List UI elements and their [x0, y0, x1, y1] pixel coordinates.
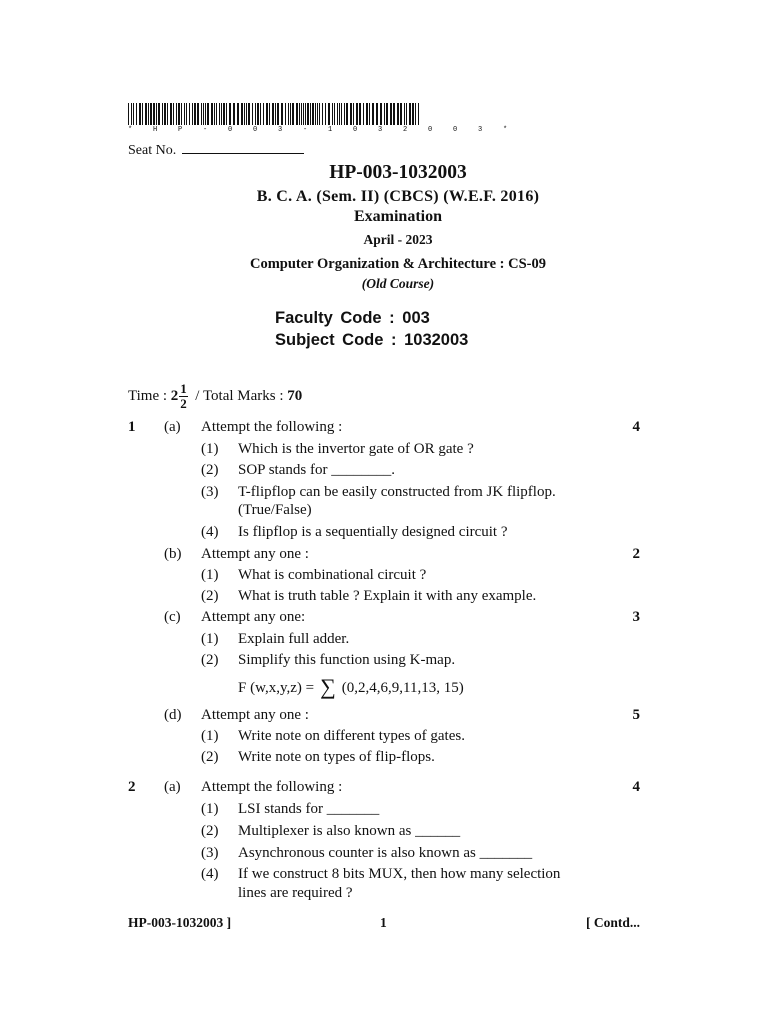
item-text: Write note on different types of gates.	[238, 728, 465, 744]
time-fraction	[179, 382, 188, 411]
barcode-bar	[221, 103, 222, 125]
barcode-bar	[272, 103, 274, 125]
barcode-bar	[337, 103, 338, 125]
barcode-bar	[263, 103, 264, 125]
subject-code: Subject Code : 1032003	[275, 331, 469, 349]
barcode-bar	[233, 103, 235, 125]
part-label: (d)	[164, 707, 182, 723]
part-title: Attempt any one :	[201, 707, 309, 723]
barcode-bar	[346, 103, 348, 125]
barcode-bar	[260, 103, 261, 125]
barcode-bar	[192, 103, 193, 125]
barcode-bar	[219, 103, 220, 125]
barcode-bar	[176, 103, 177, 125]
barcode-bar	[244, 103, 245, 125]
exam-session: April - 2023	[363, 232, 433, 247]
barcode-bar	[341, 103, 342, 125]
total-marks-label: / Total Marks :	[195, 387, 284, 404]
barcode-bar	[205, 103, 206, 125]
barcode-bar	[303, 103, 304, 125]
seat-number-field	[128, 141, 304, 159]
question-number: 2	[128, 779, 136, 795]
marks-value: 3	[632, 609, 640, 625]
barcode-bar	[353, 103, 354, 125]
barcode-bar	[390, 103, 392, 125]
barcode-bar	[170, 103, 172, 125]
continued-label: [ Contd...	[585, 915, 640, 930]
barcode-text: * H P - 0 0 3 - 1 0 3 2 0 0 3 *	[128, 126, 516, 134]
barcode-bar	[332, 103, 333, 125]
item-text-continued: (True/False)	[238, 502, 312, 518]
barcode	[128, 103, 423, 125]
faculty-code: Faculty Code : 003	[275, 309, 430, 327]
part-label: (a)	[164, 779, 181, 795]
barcode-bar	[307, 103, 309, 125]
marks-value: 2	[632, 546, 640, 562]
barcode-bar	[162, 103, 163, 125]
part-label: (a)	[164, 419, 181, 435]
barcode-bar	[226, 103, 227, 125]
barcode-bar	[223, 103, 225, 125]
barcode-bar	[252, 103, 253, 125]
item-number: (3)	[201, 845, 219, 861]
barcode-bar	[164, 103, 166, 125]
barcode-bar	[255, 103, 256, 125]
barcode-bar	[290, 103, 291, 125]
item-number: (1)	[201, 441, 219, 457]
barcode-bar	[380, 103, 382, 125]
formula-lhs: F (w,x,y,z) =	[238, 680, 315, 696]
barcode-bar	[372, 103, 374, 125]
part-label: (b)	[164, 546, 182, 562]
time-label: Time :	[128, 387, 168, 404]
item-number: (4)	[201, 866, 219, 882]
marks-value: 4	[632, 419, 640, 435]
barcode-bar	[131, 103, 132, 125]
barcode-bar	[285, 103, 286, 125]
part-title: Attempt the following :	[201, 779, 343, 795]
barcode-bar	[241, 103, 243, 125]
barcode-bar	[406, 103, 407, 125]
item-number: (2)	[201, 749, 219, 765]
barcode-bar	[148, 103, 149, 125]
item-text: Is flipflop is a sequentially designed circuit ?	[238, 524, 508, 540]
barcode-bar	[281, 103, 283, 125]
barcode-bar	[145, 103, 147, 125]
item-text: What is combinational circuit ?	[238, 567, 427, 583]
item-text: SOP stands for ________.	[238, 462, 395, 478]
barcode-bar	[167, 103, 168, 125]
barcode-bar	[369, 103, 370, 125]
barcode-bar	[301, 103, 302, 125]
barcode-bar	[216, 103, 217, 125]
part-title: Attempt any one:	[201, 609, 306, 625]
barcode-bar	[178, 103, 180, 125]
barcode-bar	[312, 103, 314, 125]
item-number: (1)	[201, 728, 219, 744]
item-number: (2)	[201, 588, 219, 604]
seat-blank-line	[182, 141, 304, 154]
barcode-bar	[359, 103, 361, 125]
marks-value: 4	[632, 779, 640, 795]
barcode-bar	[214, 103, 215, 125]
time-whole: 2	[170, 387, 179, 404]
barcode-bar	[139, 103, 141, 125]
barcode-bar	[317, 103, 318, 125]
item-text: If we construct 8 bits MUX, then how many selection	[238, 866, 561, 882]
item-text: What is truth table ? Explain it with any example.	[238, 588, 537, 604]
barcode-bar	[201, 103, 202, 125]
barcode-bar	[418, 103, 419, 125]
formula-rhs: (0,2,4,6,9,11,13, 15)	[341, 680, 464, 696]
barcode-bar	[269, 103, 270, 125]
barcode-bar	[275, 103, 276, 125]
item-text: Explain full adder.	[238, 631, 350, 647]
barcode-bar	[277, 103, 279, 125]
barcode-bar	[237, 103, 239, 125]
barcode-bar	[288, 103, 289, 125]
item-number: (2)	[201, 823, 219, 839]
barcode-bar	[266, 103, 268, 125]
barcode-bar	[356, 103, 358, 125]
item-number: (1)	[201, 567, 219, 583]
barcode-bar	[211, 103, 213, 125]
item-text: Multiplexer is also known as ______	[238, 823, 461, 839]
barcode-bar	[409, 103, 411, 125]
barcode-bar	[350, 103, 352, 125]
barcode-bar	[386, 103, 388, 125]
footer-paper-code: HP-003-1032003 ]	[128, 915, 232, 930]
exam-label: Examination	[353, 208, 442, 225]
item-number: (2)	[201, 652, 219, 668]
barcode-bar	[322, 103, 323, 125]
barcode-bar	[397, 103, 399, 125]
barcode-bar	[363, 103, 364, 125]
subject-name: Computer Organization & Architecture : CS-09	[249, 256, 546, 272]
barcode-bar	[366, 103, 368, 125]
barcode-bar	[181, 103, 182, 125]
barcode-bar	[186, 103, 187, 125]
barcode-bar	[142, 103, 143, 125]
barcode-bar	[299, 103, 300, 125]
barcode-bar	[194, 103, 196, 125]
barcode-bar	[334, 103, 335, 125]
item-number: (4)	[201, 524, 219, 540]
kmap-formula	[238, 674, 464, 699]
barcode-bar	[315, 103, 316, 125]
barcode-bar	[158, 103, 160, 125]
barcode-bar	[150, 103, 152, 125]
barcode-bar	[248, 103, 250, 125]
barcode-bar	[325, 103, 326, 125]
part-title: Attempt any one :	[201, 546, 309, 562]
course-name: B. C. A. (Sem. II) (CBCS) (W.E.F. 2016)	[256, 188, 540, 205]
total-marks-value: 70	[287, 387, 303, 404]
item-number: (1)	[201, 631, 219, 647]
item-number: (1)	[201, 801, 219, 817]
item-number: (3)	[201, 484, 219, 500]
barcode-bar	[229, 103, 231, 125]
barcode-bar	[384, 103, 385, 125]
item-text: Simplify this function using K-map.	[238, 652, 456, 668]
barcode-bar	[393, 103, 395, 125]
barcode-bar	[136, 103, 137, 125]
barcode-bar	[305, 103, 306, 125]
marks-value: 5	[632, 707, 640, 723]
part-label: (c)	[164, 609, 181, 625]
item-text-continued: lines are required ?	[238, 885, 353, 901]
barcode-bar	[415, 103, 416, 125]
time-marks-line	[128, 382, 302, 411]
item-text: Write note on types of flip-flops.	[238, 749, 435, 765]
part-title: Attempt the following :	[201, 419, 343, 435]
item-text: Which is the invertor gate of OR gate ?	[238, 441, 474, 457]
barcode-bar	[203, 103, 204, 125]
barcode-bar	[184, 103, 185, 125]
barcode-bar	[319, 103, 320, 125]
barcode-bar	[133, 103, 134, 125]
barcode-bar	[292, 103, 294, 125]
time-numerator: 1	[180, 381, 187, 396]
barcode-bar	[197, 103, 199, 125]
item-number: (2)	[201, 462, 219, 478]
barcode-bar	[128, 103, 129, 125]
barcode-bar	[173, 103, 174, 125]
barcode-bar	[296, 103, 298, 125]
item-text: T-flipflop can be easily constructed from JK flipflop.	[238, 484, 556, 500]
time-denominator: 2	[180, 396, 187, 411]
barcode-bar	[400, 103, 402, 125]
paper-code-title: HP-003-1032003	[329, 162, 467, 183]
item-text: Asynchronous counter is also known as _______	[238, 845, 533, 861]
course-type: (Old Course)	[361, 276, 435, 291]
barcode-bar	[153, 103, 155, 125]
barcode-bar	[189, 103, 190, 125]
barcode-bar	[376, 103, 378, 125]
barcode-bar	[412, 103, 414, 125]
barcode-bar	[328, 103, 330, 125]
barcode-bar	[339, 103, 340, 125]
barcode-bar	[207, 103, 209, 125]
item-text: LSI stands for _______	[238, 801, 380, 817]
barcode-bar	[310, 103, 311, 125]
page-number: 1	[380, 915, 387, 930]
question-number: 1	[128, 419, 136, 435]
barcode-bar	[257, 103, 259, 125]
barcode-bar	[246, 103, 247, 125]
barcode-bar	[344, 103, 345, 125]
seat-label: Seat No.	[128, 143, 177, 158]
barcode-bar	[156, 103, 157, 125]
sigma-symbol: ∑	[320, 674, 336, 699]
barcode-bar	[404, 103, 405, 125]
